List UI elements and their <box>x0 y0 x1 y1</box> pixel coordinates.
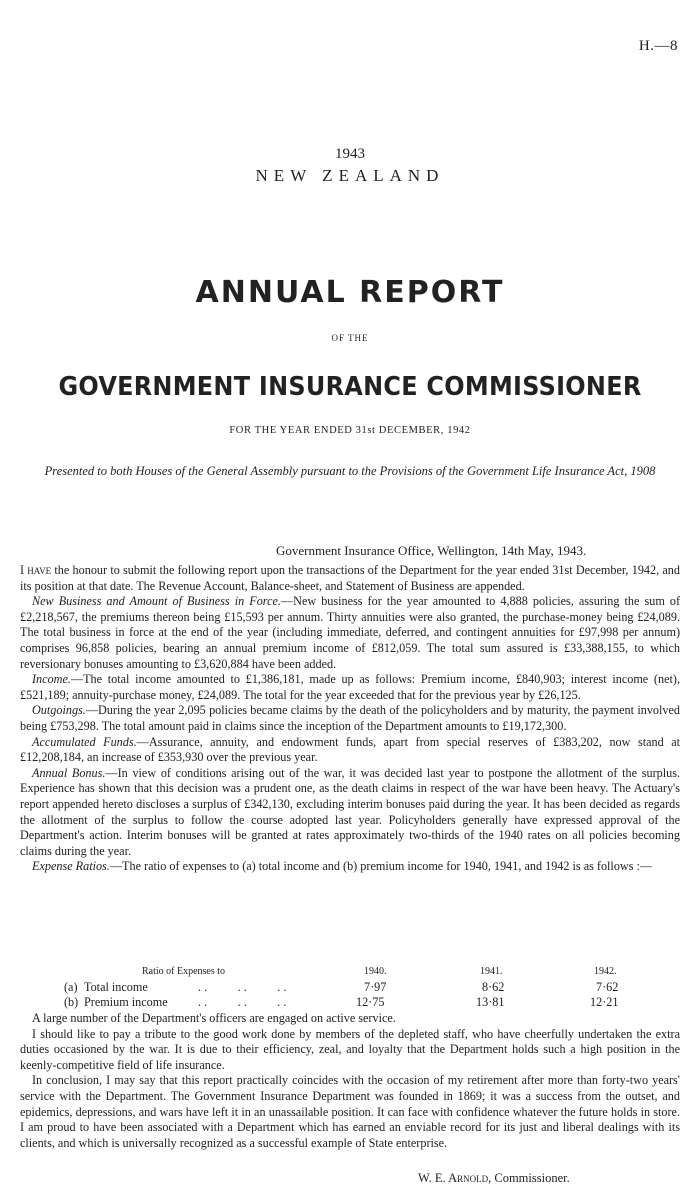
table-header-year: 1941. <box>480 966 503 977</box>
document-subtitle: FOR THE YEAR ENDED 31st DECEMBER, 1942 <box>229 425 471 436</box>
document-title: GOVERNMENT INSURANCE COMMISSIONER <box>58 372 642 402</box>
table-header-row <box>20 964 680 980</box>
closing-paragraph: In conclusion, I may say that this report practically coincides with the occasion of my retirement after more than forty-two years' service with the Department. The Government Insurance Department was founded in 1869; it was a success from the outset, and epidemics, depressions, and wars have left it in an unassailable position. It can face with confidence whatever the future holds in store. I am proud to have been associated with a Department which has earned an enviable record for its just and liberal dealings with its clients, and which is universally recognized as a successful example of State enterprise. <box>20 1073 680 1150</box>
new-business-paragraph <box>20 594 680 672</box>
row-value: 12·75 <box>356 995 385 1010</box>
intro-paragraph <box>20 563 680 594</box>
row-dots: . . . . . . <box>198 979 287 994</box>
income-paragraph <box>20 672 680 703</box>
expense-heading: Expense Ratios. <box>32 859 110 874</box>
signature <box>418 1171 570 1186</box>
row-value: 7·97 <box>364 979 387 994</box>
row-value: 8·62 <box>482 979 505 994</box>
income-text: —The total income amounted to £1,386,181, made up as follows: Premium income, £840,903; interest income (net), £521,189; annuity-purchase money, £24,089. The total for the year exceeded that for the previous year by £26,125. <box>20 672 680 702</box>
row-marker: (b) <box>64 995 79 1010</box>
funds-paragraph <box>20 735 680 766</box>
table-header-year: 1940. <box>364 966 387 977</box>
expense-paragraph <box>20 859 680 875</box>
outgoings-text: —During the year 2,095 policies became claims by the death of the policyholders and by maturity, the payment involved being £753,298. The total amount paid in claims since the inception of the Department amounts to £19,172,300. <box>20 703 680 733</box>
intro-lead: I have <box>20 563 52 577</box>
closing-paragraph: I should like to pay a tribute to the good work done by members of the depleted staff, who have cheerfully undertaken the extra duties occasioned by the war. It is due to their efficiency, zeal, and loyalty that the Department holds such a high position in the keenly-competitive field of life insurance. <box>20 1026 680 1072</box>
table-header-year: 1942. <box>594 966 617 977</box>
row-value: 7·62 <box>596 979 619 994</box>
table-row <box>20 980 680 996</box>
annual-report-heading: ANNUAL REPORT <box>195 275 505 310</box>
report-year: 1943 <box>335 146 365 162</box>
signatory-name: W. E. Arnold <box>418 1171 489 1185</box>
expense-ratio-table <box>20 964 680 1011</box>
row-dots: . . . . . . <box>198 995 287 1010</box>
table-header-label: Ratio of Expenses to <box>142 966 226 977</box>
outgoings-paragraph <box>20 703 680 734</box>
signatory-title: , Commissioner. <box>488 1171 570 1185</box>
row-value: 12·21 <box>590 995 619 1010</box>
row-value: 13·81 <box>476 995 505 1010</box>
row-label: Total income <box>84 979 148 994</box>
closing-paragraph: A large number of the Department's officers are engaged on active service. <box>32 1011 396 1025</box>
bonus-heading: Annual Bonus. <box>32 765 106 780</box>
income-heading: Income. <box>32 672 71 687</box>
country-name: NEW ZEALAND <box>255 166 445 185</box>
table-row <box>20 995 680 1011</box>
office-dateline: Government Insurance Office, Wellington, 14th May, 1943. <box>276 543 587 558</box>
bonus-text: —In view of conditions arising out of the war, it was decided last year to postpone the allotment of the surplus. Experience has shown that this decision was a prudent one, as the death claims in respect of the war have been heavy. The Actuary's report appended hereto discloses a surplus of £342,130, excluding interim bonuses paid during the year. It has been decided as regards the allotment of the surplus to follow the course adopted last year. Policyholders generally have expressed approval of the Department's action. Interim bonuses will be granted at rates approximately two-thirds of the 1940 rates on all policies becoming claims during the year. <box>20 765 680 858</box>
page-number: H.—8 <box>638 38 678 54</box>
report-body <box>20 563 680 875</box>
row-marker: (a) <box>64 979 78 994</box>
outgoings-heading: Outgoings. <box>32 703 86 718</box>
funds-heading: Accumulated Funds. <box>32 734 137 749</box>
expense-text: —The ratio of expenses to (a) total income and (b) premium income for 1940, 1941, and 1942 is as follows :— <box>109 859 653 874</box>
row-label: Premium income <box>84 995 168 1010</box>
new-business-text: —New business for the year amounted to 4,888 policies, assuring the sum of £2,218,567, the premiums thereon being £15,593 per annum. Thirty annuities were also granted, the purchase-money being £24,089. The total business in force at the end of the year (including immediate, deferred, and contingent annuities for £97,998 per annum) comprises 96,858 policies, bearing an annual premium income of £812,059. The total sum assured is £33,388,155, to which reversionary bonuses amounting to £3,620,884 have been added. <box>20 594 680 671</box>
intro-text: the honour to submit the following report upon the transactions of the Department for the year ended 31st December, 1942, and its position at that date. The Revenue Account, Balance-sheet, and Statement of Business are appended. <box>20 563 680 593</box>
bonus-paragraph <box>20 766 680 860</box>
closing-body <box>20 1011 680 1151</box>
new-business-heading: New Business and Amount of Business in Force. <box>32 594 281 609</box>
presented-note: Presented to both Houses of the General Assembly pursuant to the Provisions of the Government Life Insurance Act, 1908 <box>44 464 656 478</box>
of-the-line: OF THE <box>331 333 369 343</box>
funds-text: —Assurance, annuity, and endowment funds, apart from special reserves of £383,202, now stand at £12,208,184, an increase of £353,930 over the previous year. <box>20 734 680 765</box>
